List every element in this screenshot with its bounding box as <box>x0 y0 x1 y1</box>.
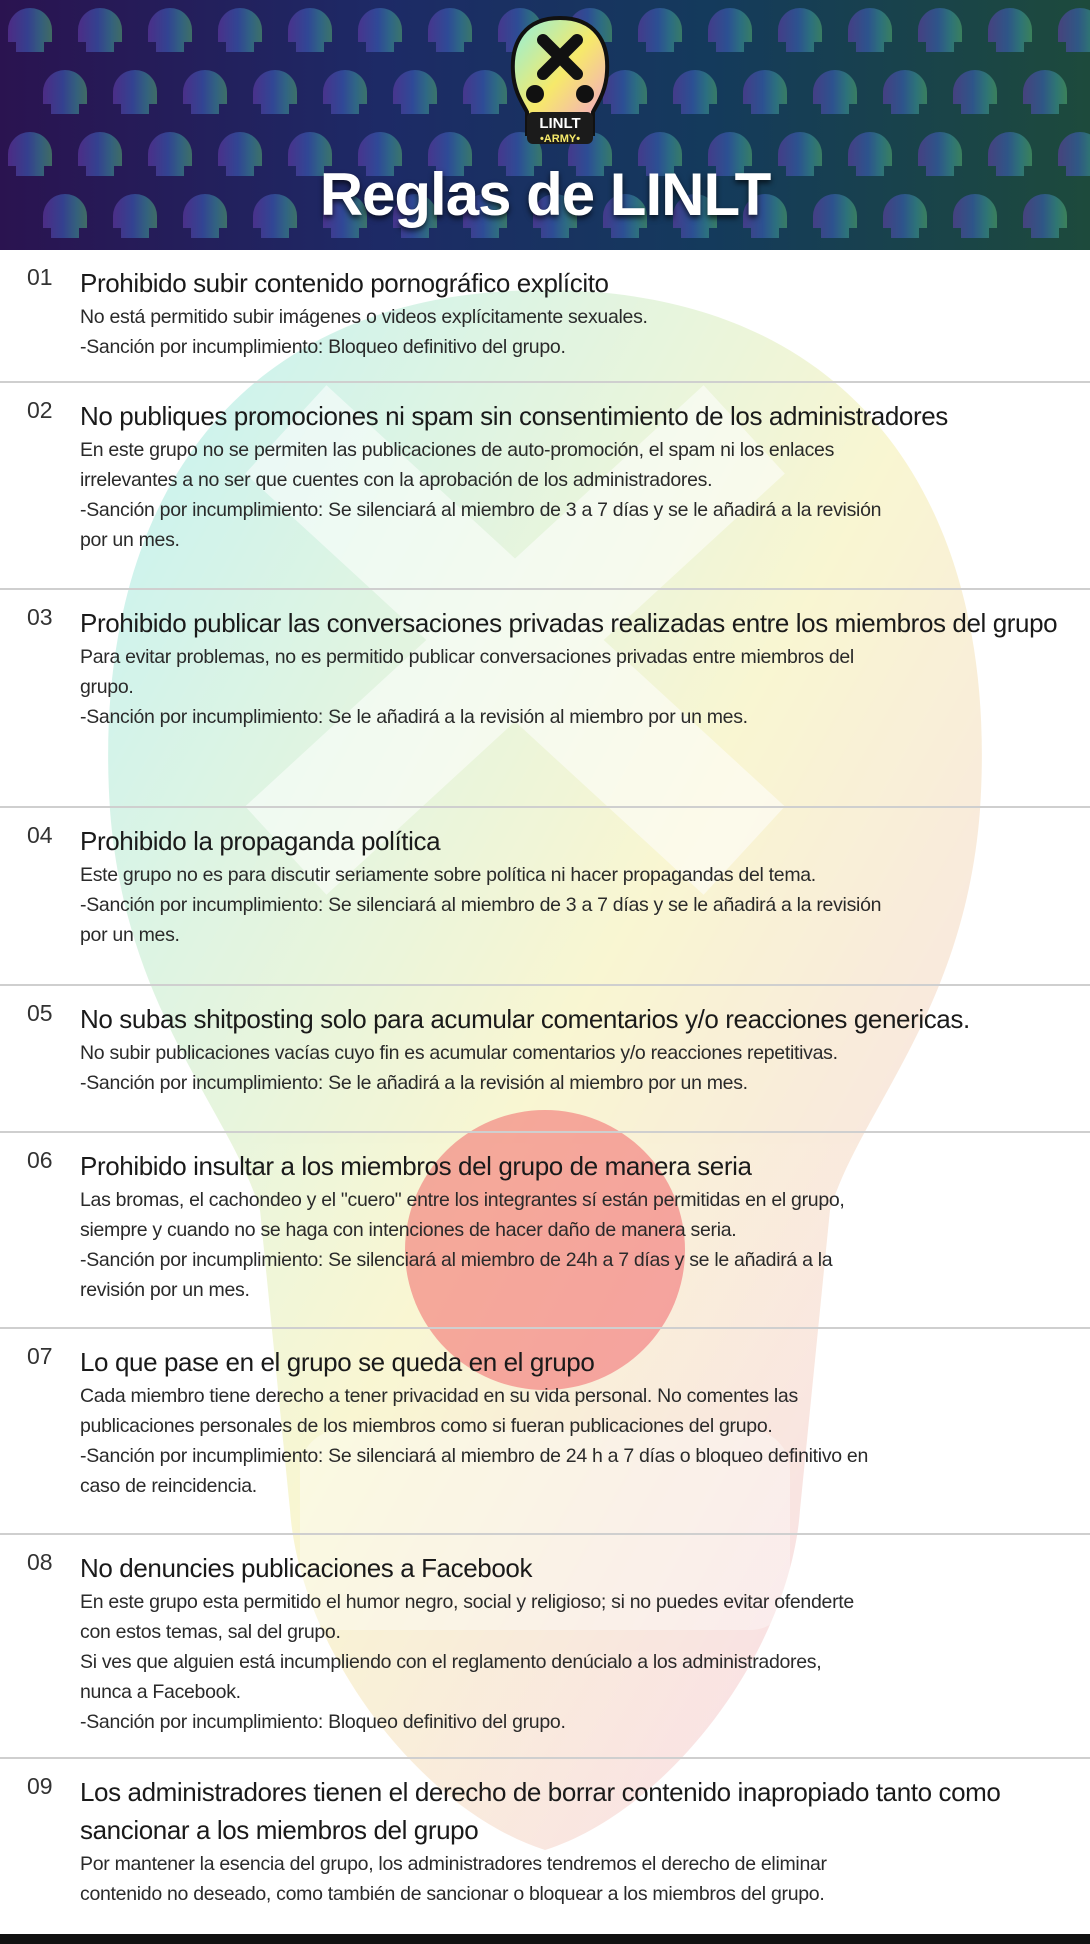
rule-number: 09 <box>27 1773 53 1799</box>
pattern-skull-icon <box>393 70 437 114</box>
rule-number: 05 <box>27 1000 53 1026</box>
linlt-army-logo <box>505 14 615 164</box>
pattern-skull-icon <box>953 70 997 114</box>
pattern-skull-icon <box>673 70 717 114</box>
pattern-skull-icon <box>638 8 682 52</box>
rule-number: 02 <box>27 397 53 423</box>
rule-item <box>0 986 1090 1133</box>
rule-item <box>0 808 1090 986</box>
rule-number: 03 <box>27 604 53 630</box>
rule-number: 06 <box>27 1147 53 1173</box>
rule-item <box>0 1535 1090 1759</box>
pattern-skull-icon <box>218 8 262 52</box>
rule-title: Prohibido insultar a los miembros del grupo de manera seria <box>80 1151 752 1181</box>
pattern-skull-icon <box>148 8 192 52</box>
pattern-skull-icon <box>78 8 122 52</box>
pattern-skull-icon <box>988 8 1032 52</box>
rule-title: Prohibido la propaganda política <box>80 826 441 856</box>
header-banner <box>0 0 1090 250</box>
bottom-border <box>0 1934 1090 1944</box>
rule-title: No publiques promociones ni spam sin consentimiento de los administradores <box>80 401 948 431</box>
rules-list <box>0 250 1090 1934</box>
rule-title: No subas shitposting solo para acumular comentarios y/o reacciones genericas. <box>80 1004 970 1034</box>
pattern-skull-icon <box>8 8 52 52</box>
rule-number: 04 <box>27 822 53 848</box>
pattern-skull-icon <box>778 8 822 52</box>
rule-item <box>0 1329 1090 1535</box>
pattern-skull-icon <box>918 8 962 52</box>
rule-item <box>0 250 1090 383</box>
rule-title: Prohibido subir contenido pornográfico explícito <box>80 268 609 298</box>
rule-title: Prohibido publicar las conversaciones privadas realizadas entre los miembros del grupo <box>80 608 1058 638</box>
rule-description: En este grupo esta permitido el humor negro, social y religioso; si no puedes evitar ofenderte con estos temas, sal del grupo. Si ves que alguien está incumpliendo con el reglamento denúcialo a los administradores, nunca a Facebook. -Sanción por incumplimiento: Bloqueo definitivo del grupo. <box>80 1591 854 1733</box>
rule-item <box>0 1759 1090 1934</box>
pattern-skull-icon <box>848 8 892 52</box>
pattern-skull-icon <box>358 8 402 52</box>
pattern-skull-icon <box>43 70 87 114</box>
rule-description: En este grupo no se permiten las publicaciones de auto-promoción, el spam ni los enlaces irrelevantes a no ser que cuentes con la aprobación de los administradores. -Sanción por incumplimiento: Se silenciará al miembro de 3 a 7 días y se le añadirá a la revisión por un mes. <box>80 439 882 551</box>
pattern-skull-icon <box>183 70 227 114</box>
rule-item <box>0 590 1090 808</box>
page-title: Reglas de LINLT <box>319 161 771 228</box>
pattern-skull-icon <box>113 70 157 114</box>
rule-number: 07 <box>27 1343 53 1369</box>
pattern-skull-icon <box>743 70 787 114</box>
rule-description: Para evitar problemas, no es permitido publicar conversaciones privadas entre miembros del grupo. -Sanción por incumplimiento: Se le añadirá a la revisión al miembro por un mes. <box>80 646 854 728</box>
pattern-skull-icon <box>288 8 332 52</box>
pattern-skull-icon <box>253 70 297 114</box>
pattern-skull-icon <box>1023 70 1067 114</box>
pattern-skull-icon <box>1058 8 1090 52</box>
rule-item <box>0 383 1090 590</box>
rule-description: Por mantener la esencia del grupo, los administradores tendremos el derecho de eliminar contenido no deseado, como también de sancionar o bloquear a los miembros del grupo. <box>80 1853 827 1905</box>
pattern-skull-icon <box>323 70 367 114</box>
rule-title: Los administradores tienen el derecho de borrar contenido inapropiado tanto como sancionar a los miembros del grupo <box>80 1777 1001 1845</box>
pattern-skull-icon <box>813 70 857 114</box>
rule-number: 01 <box>27 264 53 290</box>
logo-text-army: •ARMY• <box>539 133 581 145</box>
logo-text-linlt: LINLT <box>539 115 581 132</box>
rule-title: Lo que pase en el grupo se queda en el grupo <box>80 1347 595 1377</box>
pattern-skull-icon <box>428 8 472 52</box>
rule-description: No subir publicaciones vacías cuyo fin es acumular comentarios y/o reacciones repetitivas. -Sanción por incumplimiento: Se le añadirá a la revisión al miembro por un mes. <box>80 1042 838 1094</box>
rule-title: No denuncies publicaciones a Facebook <box>80 1553 533 1583</box>
rule-item <box>0 1133 1090 1329</box>
rule-description: Este grupo no es para discutir seriamente sobre política ni hacer propagandas del tema. -Sanción por incumplimiento: Se silenciará al miembro de 3 a 7 días y se le añadirá a la revisión por un mes. <box>80 864 882 946</box>
pattern-skull-icon <box>883 70 927 114</box>
rule-number: 08 <box>27 1549 53 1575</box>
rule-description: Cada miembro tiene derecho a tener privacidad en su vida personal. No comentes las publicaciones personales de los miembros como si fueran publicaciones del grupo. -Sanción por incumplimiento: Se silenciará al miembro de 24 h a 7 días o bloqueo definitivo en caso de reincidencia. <box>80 1385 869 1497</box>
rule-description: No está permitido subir imágenes o videos explícitamente sexuales. -Sanción por incumplimiento: Bloqueo definitivo del grupo. <box>80 306 648 358</box>
pattern-skull-icon <box>708 8 752 52</box>
rule-description: Las bromas, el cachondeo y el "cuero" entre los integrantes sí están permitidas en el grupo, siempre y cuando no se haga con intenciones de hacer daño de manera seria. -Sanción por incumplimiento: Se silenciará al miembro de 24h a 7 días y se le añadirá a la revisión por un mes. <box>80 1189 845 1301</box>
pattern-skull-icon <box>463 70 507 114</box>
